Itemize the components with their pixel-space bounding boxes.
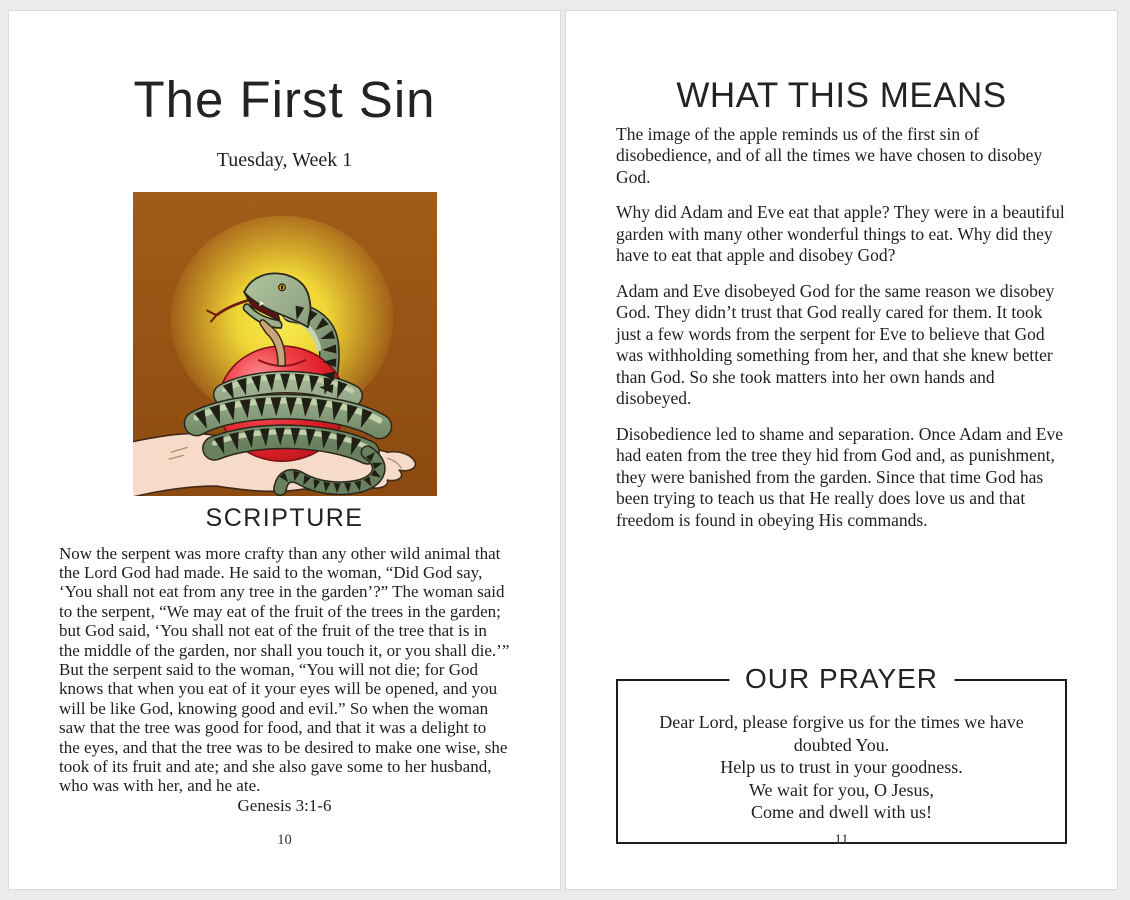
paragraph: The image of the apple reminds us of the first sin of disobedience, and of all the times we have chosen to disobey God. <box>616 123 1043 187</box>
scripture-reference: Genesis 3:1-6 <box>237 795 332 815</box>
what-this-means-heading: WHAT THIS MEANS <box>676 76 1007 115</box>
book-spread <box>8 10 1122 890</box>
left-page-number: 10 <box>277 832 292 848</box>
paragraph: Why did Adam and Eve eat that apple? They were in a beautiful garden with many other wonderful things to eat. Why did they have to eat that apple and disobey God? <box>616 202 1065 266</box>
prayer-line: We wait for you, O Jesus, <box>748 779 935 800</box>
page-title: The First Sin <box>133 71 436 128</box>
left-page <box>8 10 561 890</box>
right-page-number: 11 <box>834 832 849 848</box>
first-sin-illustration <box>133 192 437 496</box>
paragraph: Disobedience led to shame and separation. Once Adam and Eve had eaten from the tree they hid from God and, as punishment, they were banished from the garden. Since that time God has been trying to teach us that He really does love us and that freedom is found in obeying His commands. <box>616 423 1064 530</box>
page-subtitle: Tuesday, Week 1 <box>216 148 353 171</box>
scripture-text: Now the serpent was more crafty than any other wild animal that the Lord God had made. He said to the woman, “Did God say, ‘You shall not eat from any tree in the garden’?” The woman said to the serpent, “We may eat of the fruit of the trees in the garden; but God said, ‘You shall not eat of the fruit of the tree that is in the middle of the garden, nor shall you touch it, or you shall die.’” But the serpent said to the woman, “You will not die; for God knows that when you eat of it your eyes will be opened, and you will be like God, knowing good and evil.” So when the woman saw that the tree was good for food, and that it was a delight to the eyes, and that the tree was to be desired to make one wise, she took of its fruit and ate; and she also gave some to her husband, who was with her, and he ate. <box>59 543 510 796</box>
commentary-paragraphs <box>616 124 1067 532</box>
prayer-lines <box>634 711 1049 824</box>
prayer-line: Help us to trust in your goodness. <box>720 757 963 778</box>
prayer-line: Come and dwell with us! <box>751 802 932 823</box>
prayer-heading: OUR PRAYER <box>729 663 954 695</box>
prayer-line: Dear Lord, please forgive us for the times we have doubted You. <box>659 712 1024 755</box>
prayer-box <box>616 663 1067 844</box>
scripture-heading: SCRIPTURE <box>205 503 364 532</box>
right-page <box>565 10 1118 890</box>
paragraph: Adam and Eve disobeyed God for the same reason we disobey God. They didn’t trust that God really cared for them. It took just a few words from the serpent for Eve to believe that God was withholding something from her, and that she knew better than God. So she took matters into her own hands and disobeyed. <box>616 280 1055 409</box>
